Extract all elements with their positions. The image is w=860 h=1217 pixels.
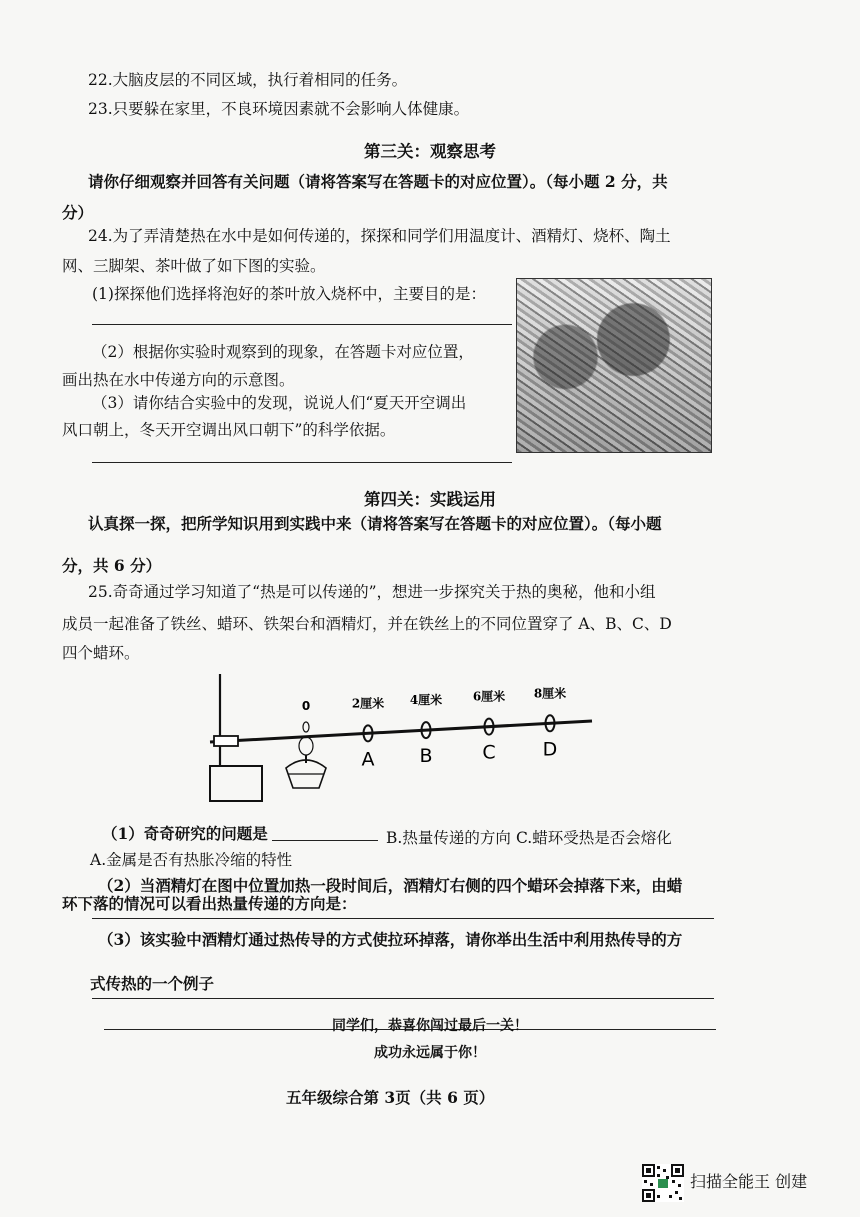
wax-ring-experiment-diagram: [200, 670, 600, 810]
page-footer: 五年级综合第 3页（共 6 页）: [286, 1088, 495, 1107]
distance-label: 2厘米: [351, 696, 385, 711]
q25-part-2-cont: 环下落的情况可以看出热量传递的方向是：: [62, 894, 357, 913]
wire-clamp: [214, 736, 238, 746]
q24-part-3-cont: 风口朝上，冬天开空调出风口朝下”的科学依据。: [62, 421, 396, 439]
ring-letter: D: [542, 738, 558, 761]
q24-stem-cont: 网、三脚架、茶叶做了如下图的实验。: [62, 257, 326, 275]
q23: 23.只要躲在家里，不良环境因素就不会影响人体健康。: [88, 100, 470, 118]
scanner-watermark: 扫描全能王 创建: [690, 1172, 808, 1191]
answer-line: [92, 998, 714, 999]
q22: 22.大脑皮层的不同区域，执行着相同的任务。: [88, 71, 408, 89]
iron-wire: [210, 721, 592, 742]
q25-part-3: （3）该实验中酒精灯通过热传导的方式使拉环掉落，请你举出生活中利用热传导的方: [98, 930, 683, 949]
q25-stem-cont: 成员一起准备了铁丝、蜡环、铁架台和酒精灯，并在铁丝上的不同位置穿了 A、B、C、D: [62, 615, 672, 633]
zero-mark-label: 0: [301, 699, 311, 713]
alcohol-lamp: [286, 722, 326, 788]
section-4-instruction: 认真探一探，把所学知识用到实践中来（请将答案写在答题卡的对应位置）。（每小题: [88, 514, 662, 533]
q24-part-3: （3）请你结合实验中的发现，说说人们“夏天开空调出: [92, 394, 467, 412]
q25-stem: 25.奇奇通过学习知道了“热是可以传递的”，想进一步探究关于热的奥秘，他和小组: [88, 583, 656, 601]
q24-part-2: （2）根据你实验时观察到的现象，在答题卡对应位置，: [92, 343, 474, 361]
q25-part-2: （2）当酒精灯在图中位置加热一段时间后，酒精灯右侧的四个蜡环会掉落下来，由蜡: [98, 876, 683, 895]
option-b: B.热量传递的方向: [386, 829, 511, 847]
option-c: C.蜡环受热是否会熔化: [516, 829, 672, 847]
closing-line-2: 成功永远属于你！: [374, 1045, 486, 1061]
q24-stem: 24.为了弄清楚热在水中是如何传递的，探探和同学们用温度计、酒精灯、烧杯、陶土: [88, 227, 671, 245]
distance-label: 6厘米: [472, 689, 506, 704]
section-3-instruction: 请你仔细观察并回答有关问题（请将答案写在答题卡的对应位置）。（每小题 2 分，共: [88, 172, 668, 191]
qr-code-icon: [642, 1164, 684, 1202]
section-3-instruction-cont: 分）: [62, 203, 94, 222]
q25-stem-end: 四个蜡环。: [62, 644, 140, 662]
experiment-photo: [516, 278, 712, 453]
ring-letter: A: [361, 748, 375, 771]
q25-part-3-cont: 式传热的一个例子: [90, 974, 215, 993]
ring-letter: C: [482, 741, 496, 764]
section-4-instruction-cont: 分，共 6 分）: [62, 556, 162, 575]
q25-part-1: （1）奇奇研究的问题是: [102, 824, 268, 843]
ring-letter: B: [419, 745, 433, 768]
closing-line-1: 同学们，恭喜你闯过最后一关！: [332, 1018, 528, 1034]
answer-line: [92, 918, 714, 919]
stand-base: [210, 766, 262, 801]
section-4-title: 第四关：实践运用: [364, 490, 496, 509]
distance-label: 8厘米: [533, 686, 567, 701]
answer-line: [92, 462, 512, 463]
answer-line: [92, 324, 512, 325]
answer-blank: [272, 840, 378, 841]
q24-part-2-cont: 画出热在水中传递方向的示意图。: [62, 371, 295, 389]
section-3-title: 第三关：观察思考: [364, 142, 496, 161]
option-a: A.金属是否有热胀冷缩的特性: [90, 851, 293, 869]
distance-label: 4厘米: [409, 693, 443, 708]
q24-part-1: (1)探探他们选择将泡好的茶叶放入烧杯中，主要目的是：: [92, 285, 486, 303]
